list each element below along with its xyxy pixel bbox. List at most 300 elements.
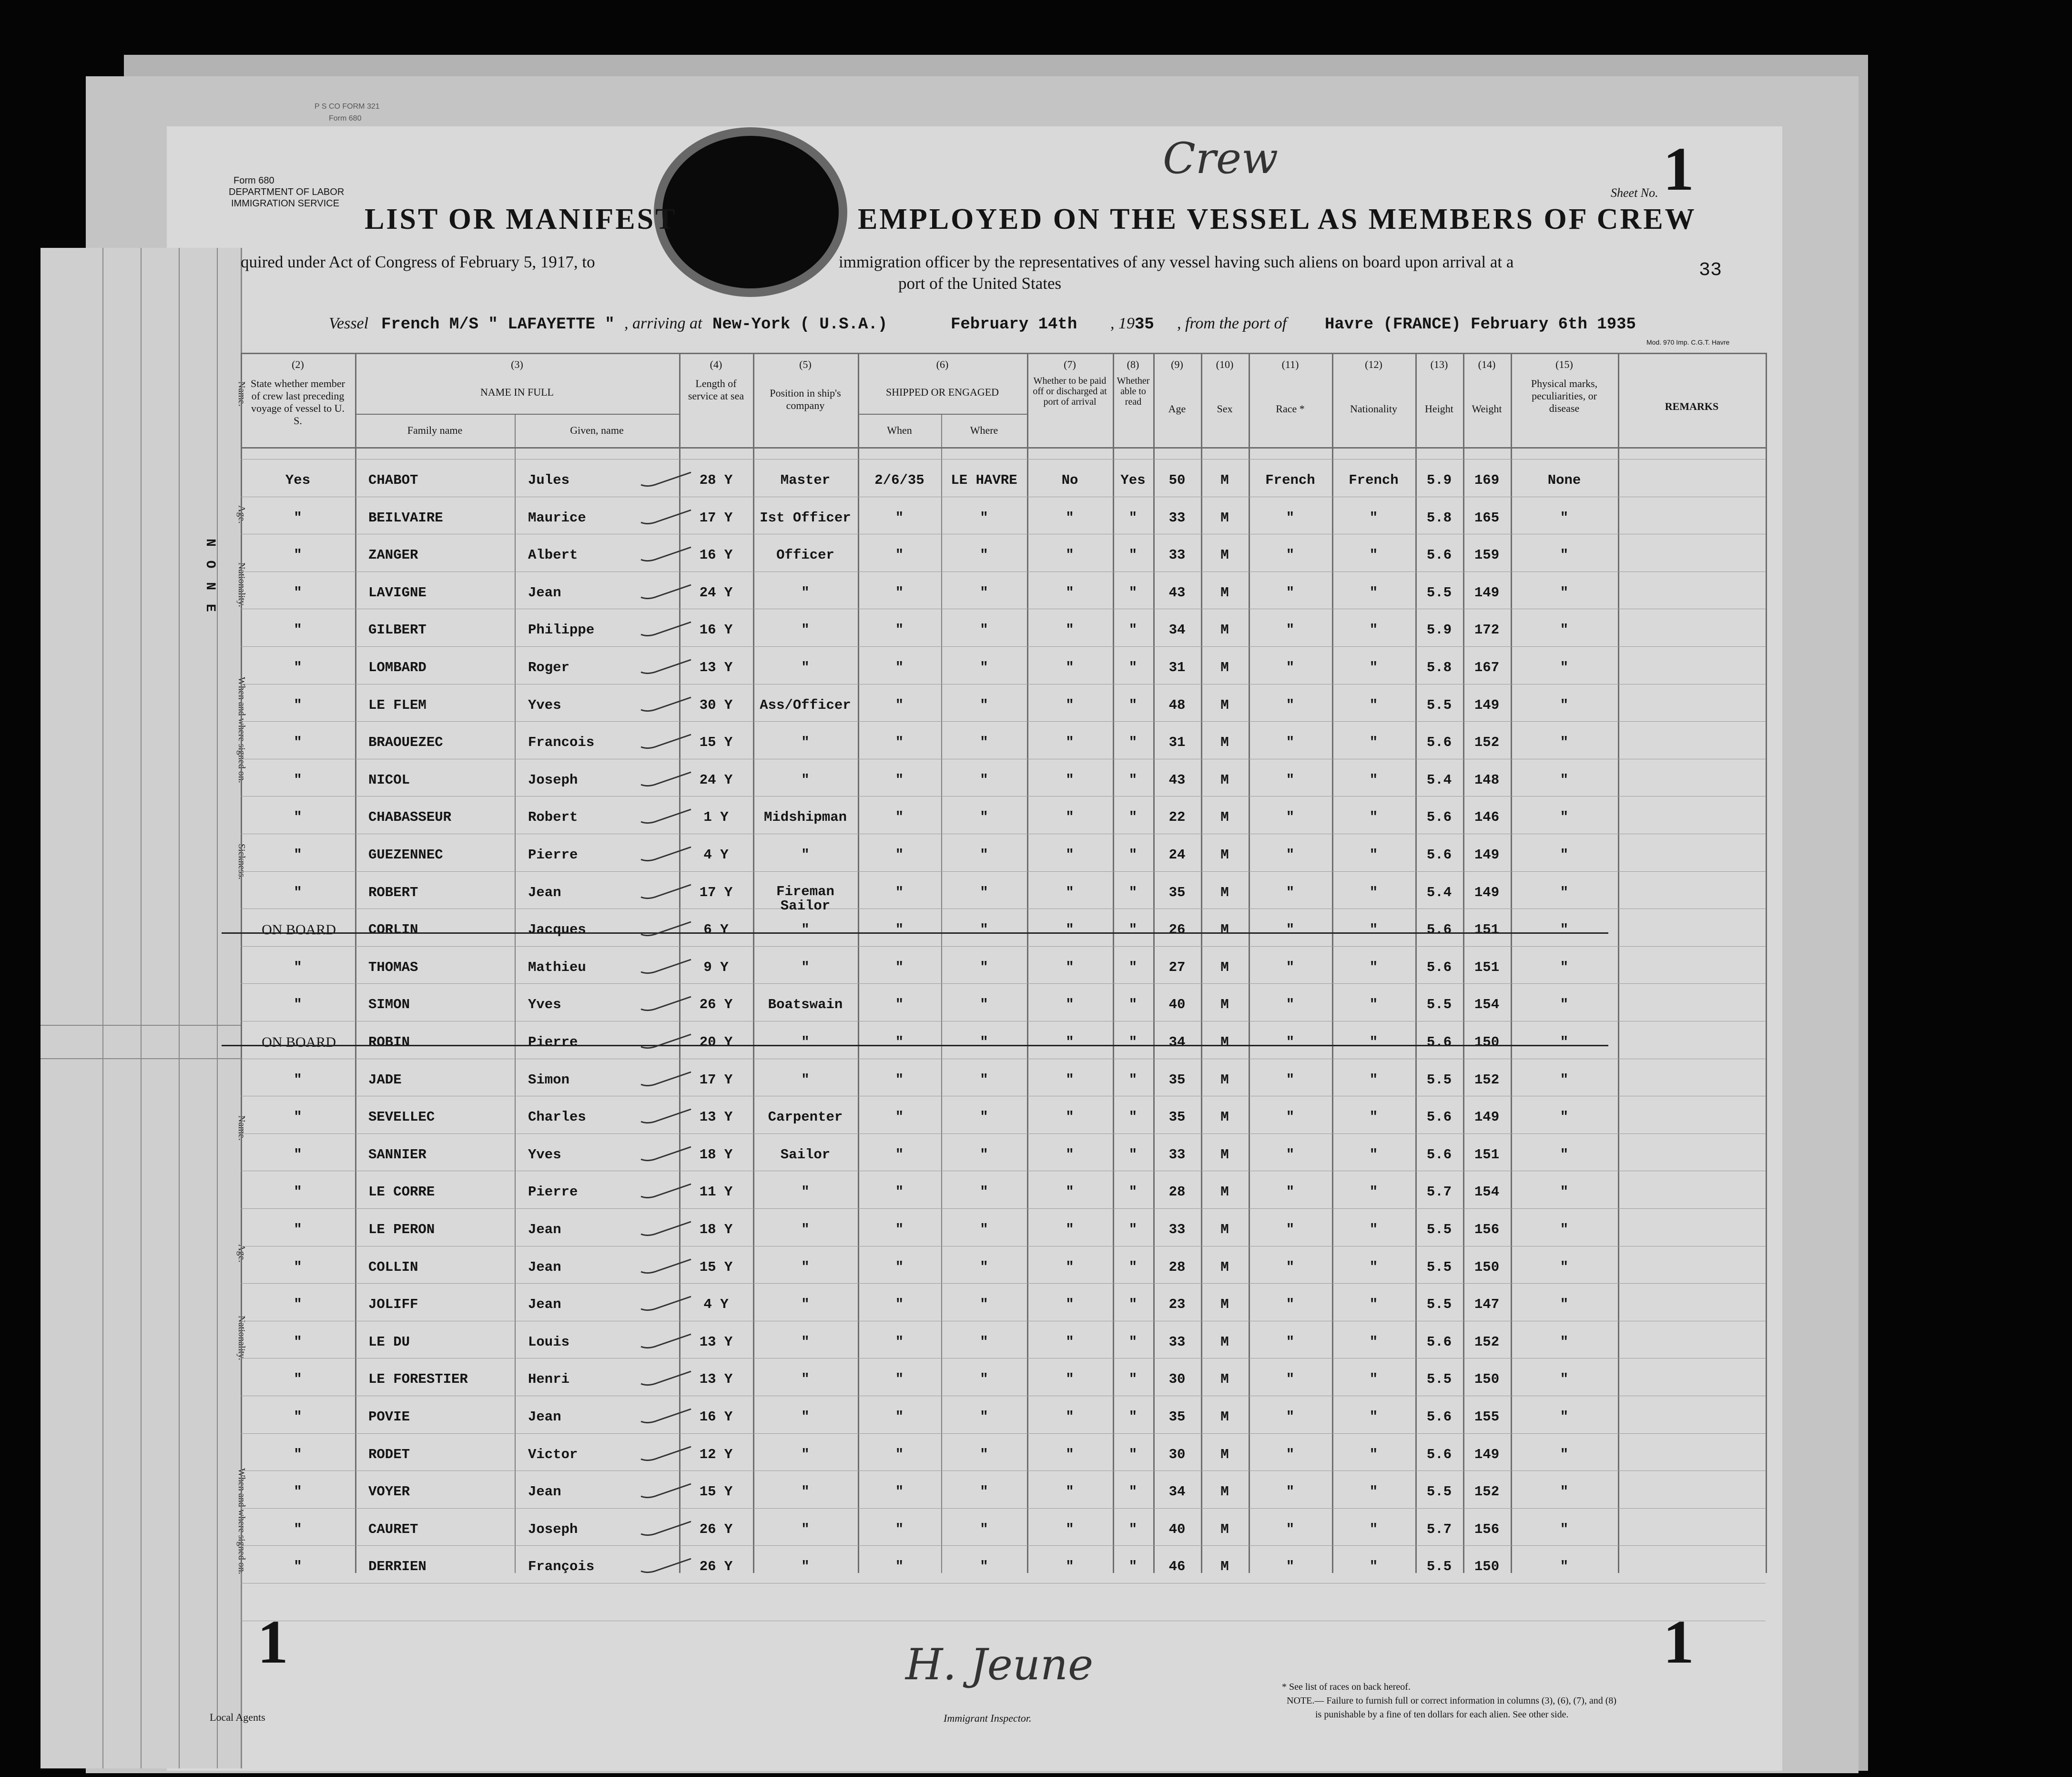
cell-family: LE FORESTIER xyxy=(368,1371,468,1388)
cell-weight: 150 xyxy=(1474,1034,1500,1050)
cell-family: CHABASSEUR xyxy=(368,809,452,826)
cell-service: 13 Y xyxy=(699,660,733,675)
cell-service: 18 Y xyxy=(699,1222,733,1237)
cell-prev: " xyxy=(294,809,302,826)
cell-service: 24 Y xyxy=(699,772,733,788)
column-number: (11) xyxy=(1281,358,1299,370)
strip-label-age-2: Age. xyxy=(236,1244,247,1263)
cell-where: " xyxy=(980,884,988,900)
cell-nat: " xyxy=(1369,1409,1378,1425)
cell-marks: " xyxy=(1560,1146,1569,1163)
column-number: (5) xyxy=(799,358,812,370)
cell-service: 15 Y xyxy=(699,1259,733,1275)
cell-read: " xyxy=(1128,584,1138,601)
cell-sex: M xyxy=(1220,809,1229,826)
cell-position: " xyxy=(801,584,810,601)
cell-given: Mathieu xyxy=(528,959,586,975)
check-mark-icon xyxy=(639,1368,696,1388)
cell-prev: " xyxy=(294,622,302,638)
check-mark-icon xyxy=(639,1031,696,1051)
cell-weight: 149 xyxy=(1474,884,1500,900)
cell-position: Sailor xyxy=(780,1146,831,1163)
cell-sex: M xyxy=(1220,1184,1229,1200)
inspector-label: Immigrant Inspector. xyxy=(944,1712,1032,1724)
cell-race: " xyxy=(1286,622,1295,638)
cell-prev: " xyxy=(294,1146,302,1163)
strip-label-sickness: Sickness. xyxy=(236,844,247,879)
cell-sex: M xyxy=(1220,1371,1229,1388)
back-form-label-2: Form 680 xyxy=(329,114,362,123)
back-form-label: P S CO FORM 321 xyxy=(315,102,380,111)
cell-family: GUEZENNEC xyxy=(368,847,443,863)
cell-position: " xyxy=(801,660,810,675)
cell-read: " xyxy=(1128,1334,1138,1350)
header-where: Where xyxy=(970,424,998,436)
inspector-signature: H. Jeune xyxy=(905,1640,1094,1690)
cell-prev: " xyxy=(294,772,302,788)
cell-paid: No xyxy=(1061,472,1078,488)
cell-nat: " xyxy=(1369,1072,1378,1088)
cell-family: LAVIGNE xyxy=(368,584,427,601)
cell-sex: M xyxy=(1220,847,1229,863)
cell-family: RODET xyxy=(368,1446,410,1462)
cell-given: Pierre xyxy=(528,1034,578,1050)
cell-nat: " xyxy=(1369,959,1378,975)
cell-sex: M xyxy=(1220,1222,1229,1237)
cell-nat: " xyxy=(1369,510,1378,526)
cell-age: 31 xyxy=(1168,660,1186,675)
strike-line xyxy=(222,1045,1608,1046)
cell-marks: " xyxy=(1560,1297,1569,1313)
cell-service: 17 Y xyxy=(699,1072,733,1088)
arrival-year: , 1935 xyxy=(1110,315,1154,334)
cell-sex: M xyxy=(1220,472,1229,488)
subtitle-right: immigration officer by the representatives of any vessel having such aliens on board upon arrival at a xyxy=(839,253,1514,271)
cell-nat: " xyxy=(1369,809,1378,826)
cell-service: 13 Y xyxy=(699,1371,733,1388)
cell-when: " xyxy=(895,1184,904,1200)
cell-given: Simon xyxy=(528,1072,570,1088)
cell-weight: 154 xyxy=(1474,1184,1500,1200)
cell-paid: " xyxy=(1066,1521,1074,1537)
cell-when: " xyxy=(895,1222,904,1237)
cell-service: 12 Y xyxy=(699,1446,733,1462)
cell-weight: 149 xyxy=(1474,584,1500,601)
cell-nat: " xyxy=(1369,884,1378,900)
cell-height: 5.6 xyxy=(1426,809,1452,826)
cell-where: " xyxy=(980,1184,988,1200)
cell-given: Jean xyxy=(528,1297,561,1313)
cell-paid: " xyxy=(1066,660,1074,675)
cell-sex: M xyxy=(1220,1521,1229,1537)
cell-height: 5.6 xyxy=(1426,735,1452,751)
cell-family: COLLIN xyxy=(368,1259,418,1275)
cell-when: 2/6/35 xyxy=(874,472,924,488)
cell-when: " xyxy=(895,1259,904,1275)
cell-race: " xyxy=(1286,809,1295,826)
cell-family: BEILVAIRE xyxy=(368,510,443,526)
check-mark-icon xyxy=(639,1256,696,1276)
cell-prev: " xyxy=(294,735,302,751)
vessel-label: Vessel xyxy=(329,315,369,332)
cell-race: " xyxy=(1286,847,1295,863)
cell-height: 5.5 xyxy=(1426,997,1452,1013)
cell-prev: ON BOARD xyxy=(262,1034,336,1050)
cell-weight: 154 xyxy=(1474,997,1500,1013)
subheader-rule xyxy=(858,414,1027,415)
cell-read: " xyxy=(1128,922,1138,938)
column-number: (4) xyxy=(710,358,722,370)
cell-sex: M xyxy=(1220,735,1229,751)
check-mark-icon xyxy=(639,1294,696,1313)
header-name-in-full: NAME IN FULL xyxy=(480,386,554,398)
cell-read: " xyxy=(1128,1222,1138,1237)
header-paid-off: Whether to be paid off or discharged at port of arrival xyxy=(1033,376,1107,407)
cell-position: " xyxy=(801,735,810,751)
cell-paid: " xyxy=(1066,1409,1074,1425)
cell-sex: M xyxy=(1220,1109,1229,1125)
cell-given: Jean xyxy=(528,1259,561,1275)
row-rule xyxy=(241,1283,1766,1284)
cell-service: 15 Y xyxy=(699,1484,733,1500)
arrival-port: New-York ( U.S.A.) xyxy=(712,316,888,334)
cell-nat: " xyxy=(1369,1371,1378,1388)
cell-sex: M xyxy=(1220,510,1229,526)
row-rule xyxy=(241,946,1766,947)
cell-where: " xyxy=(980,1146,988,1163)
cell-prev: " xyxy=(294,1559,302,1575)
cell-read: " xyxy=(1128,660,1138,675)
cell-service: 13 Y xyxy=(699,1109,733,1125)
strip-label-name: Name. xyxy=(236,381,247,407)
cell-race: " xyxy=(1286,660,1295,675)
cell-nat: " xyxy=(1369,735,1378,751)
cell-marks: " xyxy=(1560,922,1569,938)
header-given-name: Given, name xyxy=(570,424,624,436)
cell-read: " xyxy=(1128,1184,1138,1200)
check-mark-icon xyxy=(639,919,696,938)
cell-family: LE FLEM xyxy=(368,697,427,713)
cell-height: 5.5 xyxy=(1426,1559,1452,1575)
cell-position: Carpenter xyxy=(768,1109,843,1125)
cell-marks: " xyxy=(1560,1521,1569,1537)
cell-paid: " xyxy=(1066,1334,1074,1350)
cell-prev: " xyxy=(294,1297,302,1313)
cell-height: 5.6 xyxy=(1426,1446,1452,1462)
cell-weight: 146 xyxy=(1474,809,1500,826)
cell-read: " xyxy=(1128,884,1138,900)
cell-age: 35 xyxy=(1168,884,1186,900)
cell-when: " xyxy=(895,697,904,713)
cell-prev: " xyxy=(294,1109,302,1125)
cell-paid: " xyxy=(1066,922,1074,938)
cell-service: 6 Y xyxy=(703,922,729,938)
cell-age: 30 xyxy=(1168,1371,1186,1388)
cell-prev: " xyxy=(294,847,302,863)
cell-sex: M xyxy=(1220,772,1229,788)
cell-where: " xyxy=(980,547,988,563)
cell-marks: " xyxy=(1560,1259,1569,1275)
cell-age: 33 xyxy=(1168,510,1186,526)
cell-weight: 149 xyxy=(1474,1446,1500,1462)
cell-age: 40 xyxy=(1168,997,1186,1013)
cell-height: 5.5 xyxy=(1426,697,1452,713)
cell-race: " xyxy=(1286,697,1295,713)
cell-read: " xyxy=(1128,1521,1138,1537)
cell-height: 5.6 xyxy=(1426,1146,1452,1163)
cell-prev: " xyxy=(294,997,302,1013)
cell-paid: " xyxy=(1066,847,1074,863)
cell-when: " xyxy=(895,959,904,975)
cell-family: VOYER xyxy=(368,1484,410,1500)
cell-weight: 172 xyxy=(1474,622,1500,638)
cell-age: 30 xyxy=(1168,1446,1186,1462)
cell-race: " xyxy=(1286,772,1295,788)
cell-nat: " xyxy=(1369,1446,1378,1462)
from-label: , from the port of xyxy=(1177,315,1287,332)
cell-where: " xyxy=(980,735,988,751)
cell-given: Roger xyxy=(528,660,570,675)
cell-marks: " xyxy=(1560,547,1569,563)
row-rule xyxy=(241,1545,1766,1546)
cell-given: Jean xyxy=(528,1409,561,1425)
cell-prev: " xyxy=(294,959,302,975)
sheet-label: Sheet No. xyxy=(1611,186,1658,200)
header-age: Age xyxy=(1168,403,1186,415)
cell-paid: " xyxy=(1066,1371,1074,1388)
check-mark-icon xyxy=(639,957,696,976)
cell-sex: M xyxy=(1220,1334,1229,1350)
header-shipped-engaged: SHIPPED OR ENGAGED xyxy=(885,386,999,398)
cell-given: Joseph xyxy=(528,772,578,788)
cell-paid: " xyxy=(1066,584,1074,601)
header-length-of-service: Length of service at sea xyxy=(688,378,744,402)
cell-where: " xyxy=(980,510,988,526)
cell-nat: " xyxy=(1369,1222,1378,1237)
cell-given: Yves xyxy=(528,697,561,713)
cell-race: " xyxy=(1286,1109,1295,1125)
cell-given: Jean xyxy=(528,1222,561,1237)
cell-height: 5.9 xyxy=(1426,622,1452,638)
header-race: Race * xyxy=(1276,403,1305,415)
cell-age: 23 xyxy=(1168,1297,1186,1313)
cell-height: 5.8 xyxy=(1426,660,1452,675)
cell-race: " xyxy=(1286,997,1295,1013)
cell-paid: " xyxy=(1066,547,1074,563)
cell-service: 26 Y xyxy=(699,997,733,1013)
column-number: (12) xyxy=(1365,358,1382,370)
cell-sex: M xyxy=(1220,1409,1229,1425)
footer-right-number: 1 xyxy=(1663,1608,1694,1676)
cell-service: 26 Y xyxy=(699,1521,733,1537)
cell-family: LE DU xyxy=(368,1334,410,1350)
cell-family: SEVELLEC xyxy=(368,1109,435,1125)
cell-read: " xyxy=(1128,772,1138,788)
note-line-2: is punishable by a fine of ten dollars for each alien. See other side. xyxy=(1315,1709,1569,1720)
cell-given: Jean xyxy=(528,1484,561,1500)
cell-sex: M xyxy=(1220,922,1229,938)
cell-service: 17 Y xyxy=(699,884,733,900)
cell-weight: 152 xyxy=(1474,735,1500,751)
cell-nat: " xyxy=(1369,1521,1378,1537)
cell-weight: 150 xyxy=(1474,1371,1500,1388)
cell-nat: " xyxy=(1369,772,1378,788)
cell-weight: 156 xyxy=(1474,1521,1500,1537)
arrival-date: February 14th xyxy=(951,316,1077,334)
cell-where: " xyxy=(980,1484,988,1500)
cell-read: " xyxy=(1128,1259,1138,1275)
check-mark-icon xyxy=(639,882,696,901)
cell-marks: None xyxy=(1547,472,1581,488)
cell-age: 34 xyxy=(1168,622,1186,638)
cell-read: " xyxy=(1128,1072,1138,1088)
cell-service: 9 Y xyxy=(703,959,729,975)
cell-race: " xyxy=(1286,547,1295,563)
cell-marks: " xyxy=(1560,584,1569,601)
cell-prev: " xyxy=(294,1409,302,1425)
cell-weight: 147 xyxy=(1474,1297,1500,1313)
cell-race: " xyxy=(1286,1072,1295,1088)
cell-where: " xyxy=(980,697,988,713)
cell-weight: 167 xyxy=(1474,660,1500,675)
cell-sex: M xyxy=(1220,1484,1229,1500)
column-number: (15) xyxy=(1555,358,1573,370)
cell-sex: M xyxy=(1220,1297,1229,1313)
cell-marks: " xyxy=(1560,697,1569,713)
check-mark-icon xyxy=(639,1144,696,1163)
seal-stamp xyxy=(662,136,839,288)
cell-sex: M xyxy=(1220,959,1229,975)
cell-read: " xyxy=(1128,809,1138,826)
cell-paid: " xyxy=(1066,997,1074,1013)
cell-where: " xyxy=(980,1072,988,1088)
cell-age: 33 xyxy=(1168,1146,1186,1163)
cell-service: 16 Y xyxy=(699,547,733,563)
row-rule xyxy=(241,983,1766,984)
cell-given: Louis xyxy=(528,1334,570,1350)
cell-when: " xyxy=(895,1409,904,1425)
cell-where: " xyxy=(980,584,988,601)
cell-family: THOMAS xyxy=(368,959,418,975)
cell-family: LE CORRE xyxy=(368,1184,435,1200)
cell-family: CORLIN xyxy=(368,922,418,938)
check-mark-icon xyxy=(639,507,696,526)
cell-nat: " xyxy=(1369,622,1378,638)
cell-when: " xyxy=(895,1371,904,1388)
cell-position: " xyxy=(801,1259,810,1275)
cell-weight: 159 xyxy=(1474,547,1500,563)
cell-paid: " xyxy=(1066,1559,1074,1575)
cell-race: " xyxy=(1286,1297,1295,1313)
note-line-1: NOTE.— Failure to furnish full or correct information in columns (3), (6), (7), and (8) xyxy=(1287,1695,1617,1706)
cell-height: 5.5 xyxy=(1426,1222,1452,1237)
header-nationality: Nationality xyxy=(1350,403,1397,415)
cell-position: " xyxy=(801,622,810,638)
cell-paid: " xyxy=(1066,697,1074,713)
check-mark-icon xyxy=(639,1106,696,1125)
cell-position: " xyxy=(801,1559,810,1575)
check-mark-icon xyxy=(639,769,696,788)
cell-where: " xyxy=(980,1109,988,1125)
title-left: LIST OR MANIFEST xyxy=(365,203,677,235)
cell-marks: " xyxy=(1560,1559,1569,1575)
cell-height: 5.5 xyxy=(1426,1371,1452,1388)
cell-sex: M xyxy=(1220,1559,1229,1575)
check-mark-icon xyxy=(639,844,696,863)
cell-height: 5.5 xyxy=(1426,1072,1452,1088)
column-number: (10) xyxy=(1216,358,1234,370)
cell-sex: M xyxy=(1220,1259,1229,1275)
check-mark-icon xyxy=(639,1481,696,1500)
cell-race: " xyxy=(1286,1484,1295,1500)
cell-paid: " xyxy=(1066,1222,1074,1237)
cell-race: " xyxy=(1286,1222,1295,1237)
cell-race: " xyxy=(1286,1259,1295,1275)
cell-given: Joseph xyxy=(528,1521,578,1537)
column-number: (3) xyxy=(511,358,523,370)
cell-marks: " xyxy=(1560,622,1569,638)
cell-age: 24 xyxy=(1168,847,1186,863)
cell-nat: " xyxy=(1369,922,1378,938)
cell-read: " xyxy=(1128,735,1138,751)
cell-race: " xyxy=(1286,1446,1295,1462)
cell-position: Ist Officer xyxy=(760,510,851,526)
cell-age: 34 xyxy=(1168,1034,1186,1050)
header-able-to-read: Whether able to read xyxy=(1117,376,1150,407)
cell-where: " xyxy=(980,1371,988,1388)
cell-marks: " xyxy=(1560,1409,1569,1425)
cell-age: 22 xyxy=(1168,809,1186,826)
title-right: EMPLOYED ON THE VESSEL AS MEMBERS OF CREW xyxy=(858,203,1696,235)
cell-position: " xyxy=(801,1034,810,1050)
cell-nat: " xyxy=(1369,547,1378,563)
cell-height: 5.6 xyxy=(1426,1409,1452,1425)
cell-given: Francois xyxy=(528,735,595,751)
strike-line xyxy=(222,932,1608,934)
header-remarks: REMARKS xyxy=(1665,400,1719,412)
header-physical-marks: Physical marks, peculiarities, or disease xyxy=(1531,378,1598,414)
cell-sex: M xyxy=(1220,584,1229,601)
check-mark-icon xyxy=(639,1331,696,1350)
column-number: (2) xyxy=(292,358,304,370)
cell-where: " xyxy=(980,1334,988,1350)
cell-when: " xyxy=(895,847,904,863)
cell-marks: " xyxy=(1560,660,1569,675)
cell-position: " xyxy=(801,1446,810,1462)
header-position: Position in ship's company xyxy=(770,387,841,411)
cell-when: " xyxy=(895,622,904,638)
header-prev-voyage: State whether member of crew last preceding voyage of vessel to U. S. xyxy=(251,378,345,427)
cell-nat: " xyxy=(1369,847,1378,863)
cell-nat: " xyxy=(1369,1559,1378,1575)
cell-prev: " xyxy=(294,1222,302,1237)
cell-family: ROBIN xyxy=(368,1034,410,1050)
cell-nat: " xyxy=(1369,1334,1378,1350)
cell-family: JOLIFF xyxy=(368,1297,418,1313)
cell-position: " xyxy=(801,1297,810,1313)
cell-prev: " xyxy=(294,584,302,601)
cell-paid: " xyxy=(1066,884,1074,900)
cell-marks: " xyxy=(1560,997,1569,1013)
cell-where: LE HAVRE xyxy=(951,472,1017,488)
cell-read: " xyxy=(1128,959,1138,975)
cell-age: 35 xyxy=(1168,1109,1186,1125)
strip-label-when-where: When and where signed on. xyxy=(236,677,247,783)
cell-when: " xyxy=(895,510,904,526)
cell-given: Philippe xyxy=(528,622,595,638)
cell-marks: " xyxy=(1560,1072,1569,1088)
cell-prev: " xyxy=(294,547,302,563)
